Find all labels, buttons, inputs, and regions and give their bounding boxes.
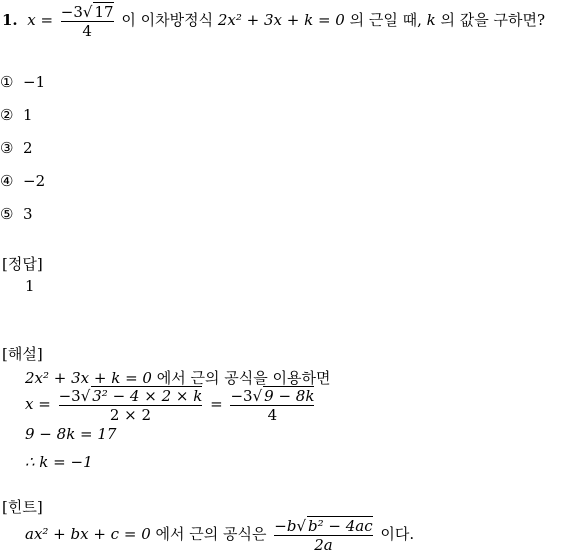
fraction-numerator: −3√ 9 − 8k <box>230 387 315 405</box>
answer-heading: [정답] <box>2 255 43 273</box>
root-fraction <box>61 2 114 40</box>
explanation-text: 에서 근의 공식을 이용하면 <box>156 369 331 387</box>
choice-2[interactable] <box>0 106 33 124</box>
choice-mark: ④ <box>0 172 14 190</box>
explanation-line-1 <box>25 367 330 388</box>
answer-value: 1 <box>25 277 35 295</box>
problem-text-mid: 이 이차방정식 <box>121 11 214 29</box>
explanation-line-4: ∴ k = −1 <box>25 453 93 471</box>
problem-equation: 2x² + 3x + k = 0 <box>217 11 345 29</box>
root-denominator: 4 <box>61 21 114 40</box>
fraction-numerator: −b√ b² − 4ac <box>274 517 373 535</box>
x-equals: x = <box>25 395 51 413</box>
problem-statement <box>2 2 545 40</box>
problem-text-end: 의 근일 때, <box>349 11 422 29</box>
x-equals: x = <box>27 11 54 29</box>
choice-value: 3 <box>23 205 33 223</box>
hint-tail: 이다. <box>380 525 415 543</box>
hint-equation: ax² + bx + c = 0 <box>25 525 151 543</box>
choice-4[interactable] <box>0 172 45 190</box>
equals-sign: = <box>210 395 223 413</box>
choice-value: 1 <box>23 106 33 124</box>
quadratic-fraction-2 <box>230 386 314 424</box>
quadratic-fraction-1 <box>59 386 203 424</box>
hint-heading: [힌트] <box>2 498 43 516</box>
problem-number: 1. <box>2 11 18 29</box>
explanation-equation: 2x² + 3x + k = 0 <box>25 369 152 387</box>
explanation-heading: [해설] <box>2 345 43 363</box>
choice-mark: ② <box>0 106 14 124</box>
hint-text: 에서 근의 공식은 <box>155 525 267 543</box>
explanation-line-3: 9 − 8k = 17 <box>25 425 117 443</box>
fraction-denominator: 2 × 2 <box>59 405 203 424</box>
choice-1[interactable] <box>0 73 45 91</box>
choice-value: −2 <box>23 172 46 190</box>
choice-3[interactable] <box>0 139 33 157</box>
choice-value: 2 <box>23 139 33 157</box>
fraction-denominator: 4 <box>230 405 314 424</box>
problem-var-k: k <box>426 11 436 29</box>
root-numerator: −3√ 17 <box>60 3 114 21</box>
choice-mark: ⑤ <box>0 205 14 223</box>
hint-line <box>25 516 414 554</box>
choice-5[interactable] <box>0 205 33 223</box>
problem-text-tail: 의 값을 구하면? <box>440 11 546 29</box>
choice-value: −1 <box>23 73 46 91</box>
fraction-numerator: −3√ 3² − 4 × 2 × k <box>58 387 203 405</box>
explanation-line-2 <box>25 386 317 424</box>
choice-mark: ① <box>0 73 14 91</box>
choice-mark: ③ <box>0 139 14 157</box>
fraction-denominator: 2a <box>274 535 372 554</box>
quadratic-formula-fraction <box>274 516 372 554</box>
